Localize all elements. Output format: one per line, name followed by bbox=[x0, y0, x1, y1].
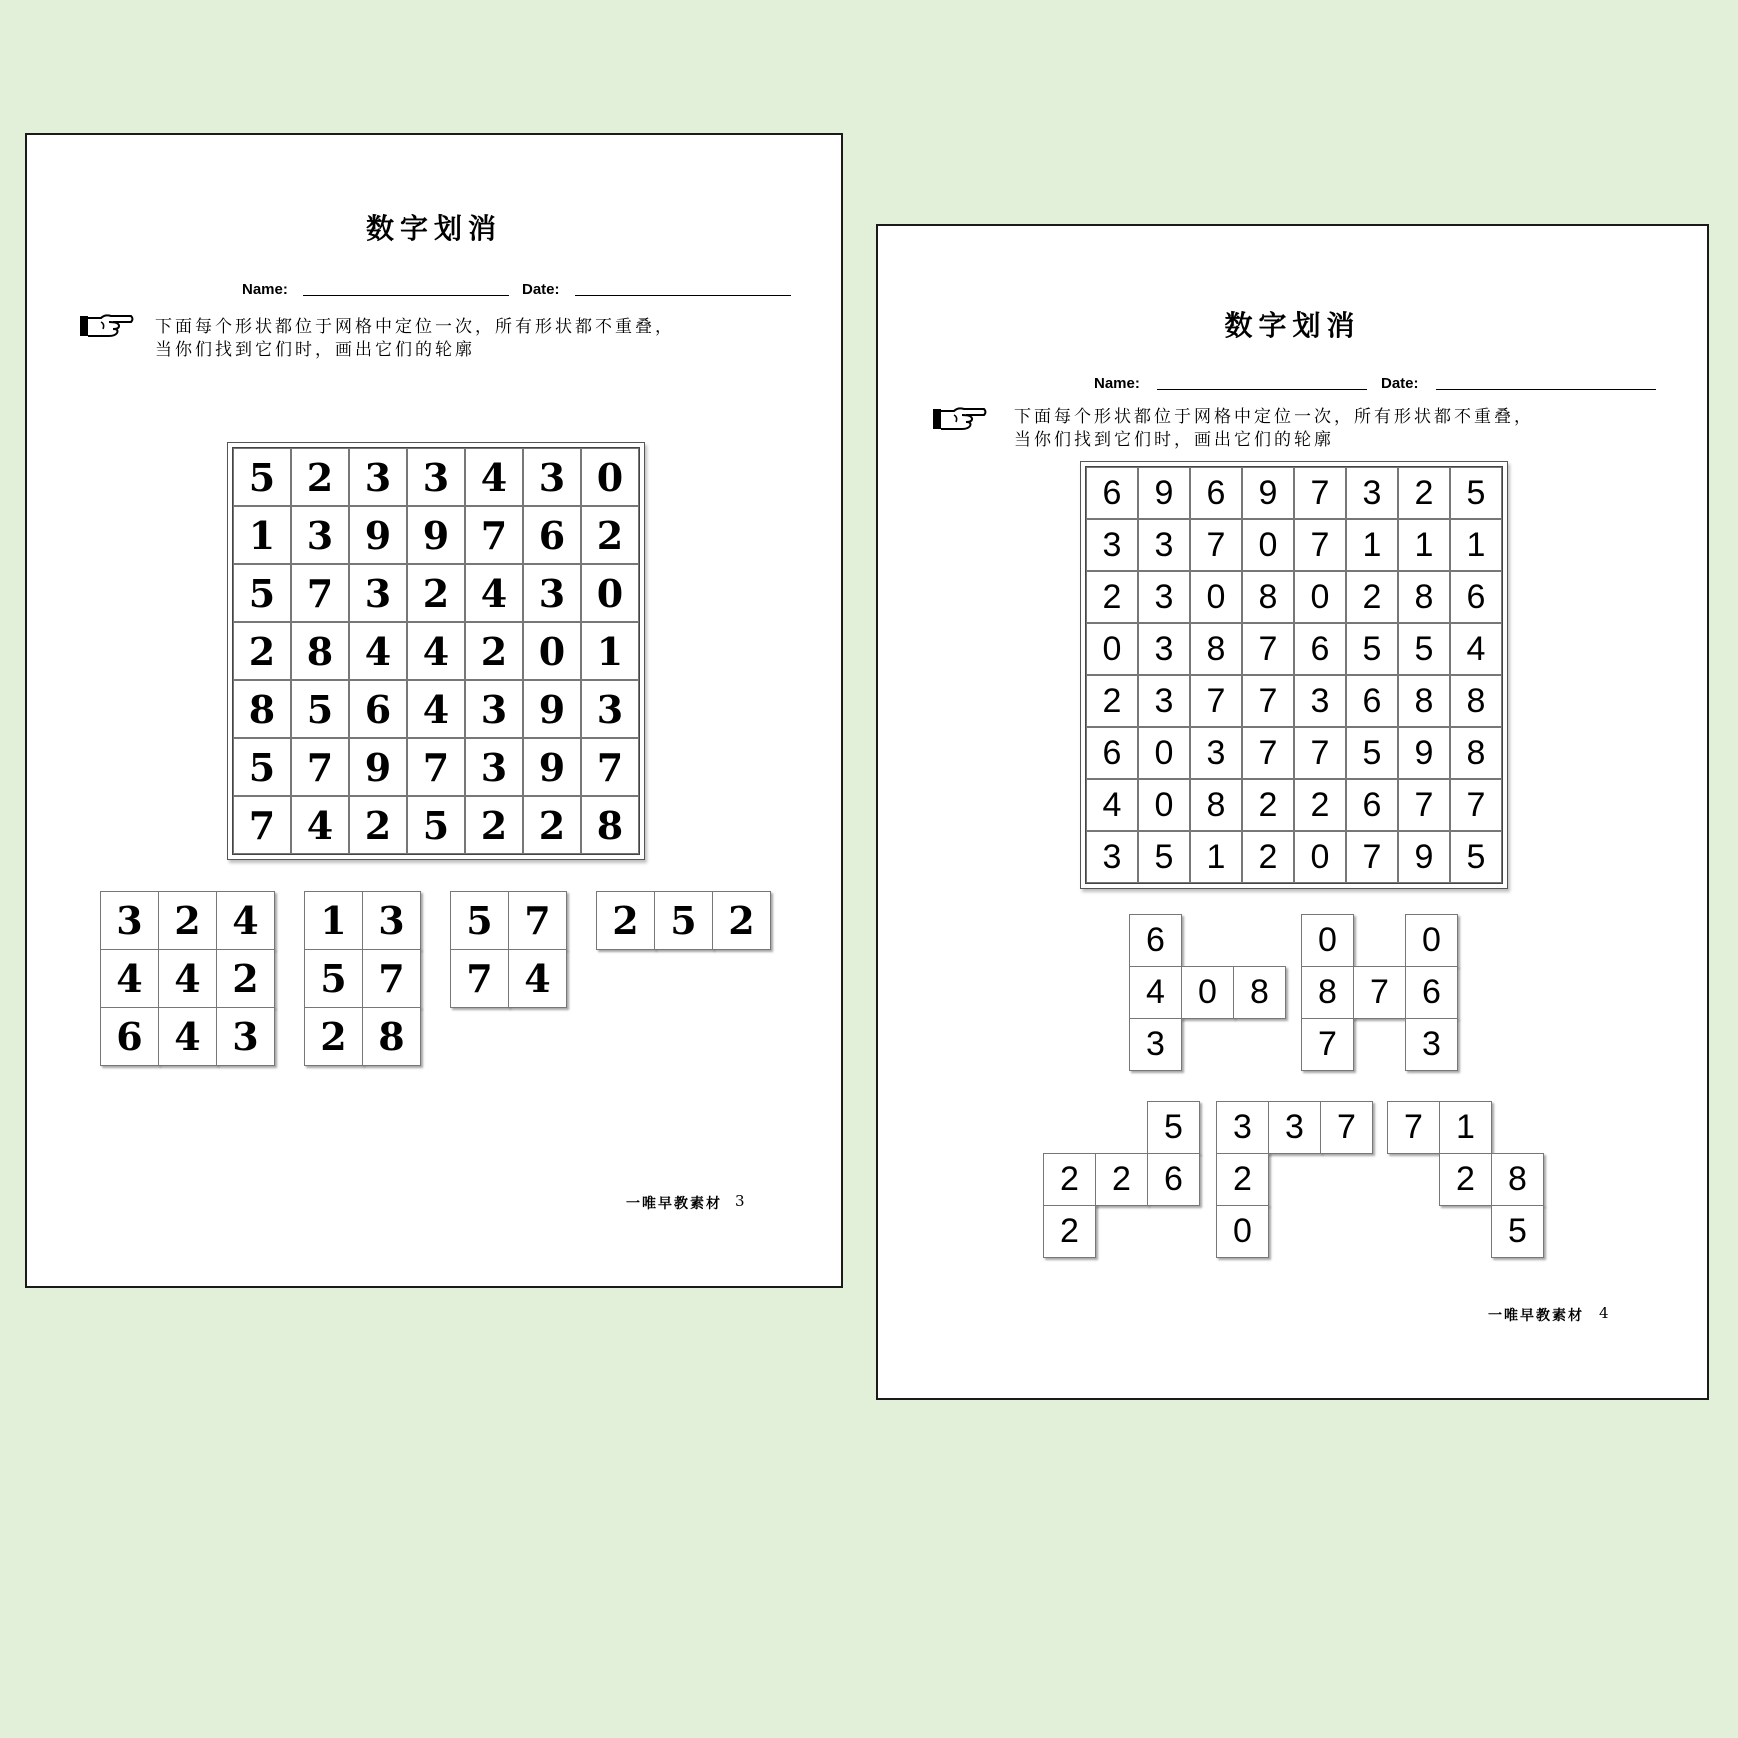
grid-cell[interactable]: 7 bbox=[581, 738, 639, 796]
piece-cell: 0 bbox=[1301, 914, 1354, 967]
piece-cell: 2 bbox=[158, 891, 217, 950]
piece-cell: 5 bbox=[654, 891, 713, 950]
grid-cell[interactable]: 7 bbox=[1242, 623, 1294, 675]
grid-cell[interactable]: 7 bbox=[1294, 467, 1346, 519]
grid-cell[interactable]: 9 bbox=[1242, 467, 1294, 519]
grid-cell[interactable]: 9 bbox=[523, 680, 581, 738]
grid-cell[interactable]: 5 bbox=[1346, 623, 1398, 675]
grid-cell[interactable]: 5 bbox=[1398, 623, 1450, 675]
grid-cell[interactable]: 9 bbox=[523, 738, 581, 796]
grid-cell[interactable]: 0 bbox=[1138, 779, 1190, 831]
grid-cell[interactable]: 2 bbox=[1242, 831, 1294, 883]
grid-cell[interactable]: 7 bbox=[1190, 675, 1242, 727]
grid-cell[interactable]: 7 bbox=[1242, 727, 1294, 779]
grid-cell[interactable]: 6 bbox=[1190, 467, 1242, 519]
grid-cell[interactable]: 2 bbox=[349, 796, 407, 854]
piece-cell: 8 bbox=[1233, 966, 1286, 1019]
name-label: Name: bbox=[1094, 375, 1140, 392]
grid-cell[interactable]: 0 bbox=[581, 448, 639, 506]
grid-cell[interactable]: 2 bbox=[523, 796, 581, 854]
piece-cell: 1 bbox=[304, 891, 363, 950]
grid-cell[interactable]: 3 bbox=[349, 448, 407, 506]
grid-cell[interactable]: 7 bbox=[1190, 519, 1242, 571]
piece-cell: 7 bbox=[1353, 966, 1406, 1019]
piece-cell: 2 bbox=[596, 891, 655, 950]
grid-cell[interactable]: 3 bbox=[1346, 467, 1398, 519]
grid-cell[interactable]: 7 bbox=[1346, 831, 1398, 883]
grid-cell[interactable]: 7 bbox=[1294, 519, 1346, 571]
grid-cell[interactable]: 7 bbox=[233, 796, 291, 854]
grid-cell[interactable]: 3 bbox=[581, 680, 639, 738]
date-label: Date: bbox=[522, 281, 560, 298]
piece-cell: 8 bbox=[362, 1007, 421, 1066]
grid-cell[interactable]: 3 bbox=[349, 564, 407, 622]
grid-cell[interactable]: 4 bbox=[1086, 779, 1138, 831]
grid-cell[interactable]: 2 bbox=[465, 622, 523, 680]
grid-cell[interactable]: 8 bbox=[1398, 675, 1450, 727]
piece-cell: 3 bbox=[1129, 1018, 1182, 1071]
instruction-line-1: 下面每个形状都位于网格中定位一次，所有形状都不重叠， bbox=[1014, 407, 1534, 427]
grid-cell[interactable]: 8 bbox=[1450, 727, 1502, 779]
grid-cell[interactable]: 2 bbox=[233, 622, 291, 680]
grid-cell[interactable]: 8 bbox=[581, 796, 639, 854]
grid-cell[interactable]: 2 bbox=[1086, 571, 1138, 623]
piece-cell: 0 bbox=[1216, 1205, 1269, 1258]
piece-cell: 3 bbox=[362, 891, 421, 950]
grid-cell[interactable]: 5 bbox=[233, 564, 291, 622]
grid-cell[interactable]: 3 bbox=[523, 564, 581, 622]
grid-cell[interactable]: 3 bbox=[1138, 571, 1190, 623]
grid-cell[interactable]: 3 bbox=[1138, 623, 1190, 675]
grid-cell[interactable]: 0 bbox=[1190, 571, 1242, 623]
grid-cell[interactable]: 1 bbox=[1346, 519, 1398, 571]
grid-cell[interactable]: 3 bbox=[291, 506, 349, 564]
piece-cell: 3 bbox=[1268, 1101, 1321, 1154]
grid-cell[interactable]: 1 bbox=[581, 622, 639, 680]
page-number: 3 bbox=[735, 1192, 745, 1210]
grid-cell[interactable]: 4 bbox=[407, 622, 465, 680]
grid-cell[interactable]: 4 bbox=[291, 796, 349, 854]
piece-cell: 1 bbox=[1439, 1101, 1492, 1154]
grid-cell[interactable]: 6 bbox=[349, 680, 407, 738]
page-title: 数字划消 bbox=[365, 212, 502, 245]
grid-cell[interactable]: 8 bbox=[291, 622, 349, 680]
page-number: 4 bbox=[1599, 1304, 1609, 1322]
piece-cell: 2 bbox=[1043, 1153, 1096, 1206]
grid-cell[interactable]: 9 bbox=[1398, 831, 1450, 883]
piece-cell: 4 bbox=[100, 949, 159, 1008]
grid-cell[interactable]: 7 bbox=[1294, 727, 1346, 779]
page-title: 数字划消 bbox=[1224, 309, 1361, 342]
footer-text: 一唯早教素材 bbox=[1488, 1308, 1584, 1324]
date-field[interactable] bbox=[575, 295, 791, 296]
grid-cell[interactable]: 1 bbox=[1398, 519, 1450, 571]
piece-cell: 2 bbox=[304, 1007, 363, 1066]
grid-cell[interactable]: 4 bbox=[349, 622, 407, 680]
grid-cell[interactable]: 3 bbox=[407, 448, 465, 506]
grid-cell[interactable]: 9 bbox=[1138, 467, 1190, 519]
piece-cell: 7 bbox=[1301, 1018, 1354, 1071]
grid-cell[interactable]: 7 bbox=[407, 738, 465, 796]
grid-cell[interactable]: 2 bbox=[1242, 779, 1294, 831]
piece-cell: 4 bbox=[1129, 966, 1182, 1019]
grid-cell[interactable]: 0 bbox=[1242, 519, 1294, 571]
number-grid bbox=[1085, 466, 1503, 884]
grid-cell[interactable]: 9 bbox=[349, 506, 407, 564]
grid-cell[interactable]: 3 bbox=[1138, 519, 1190, 571]
piece-cell: 5 bbox=[304, 949, 363, 1008]
grid-cell[interactable]: 5 bbox=[233, 738, 291, 796]
piece-cell: 4 bbox=[158, 949, 217, 1008]
grid-cell[interactable]: 6 bbox=[1346, 675, 1398, 727]
grid-cell[interactable]: 2 bbox=[407, 564, 465, 622]
grid-cell[interactable]: 6 bbox=[1346, 779, 1398, 831]
grid-cell[interactable]: 0 bbox=[1294, 571, 1346, 623]
pointing-hand-icon bbox=[932, 404, 988, 438]
grid-cell[interactable]: 3 bbox=[1086, 519, 1138, 571]
date-field[interactable] bbox=[1436, 389, 1656, 390]
piece-cell: 2 bbox=[1043, 1205, 1096, 1258]
piece-cell: 3 bbox=[216, 1007, 275, 1066]
grid-cell[interactable]: 8 bbox=[1242, 571, 1294, 623]
name-field[interactable] bbox=[303, 295, 509, 296]
piece-cell: 4 bbox=[216, 891, 275, 950]
piece-cell: 5 bbox=[1147, 1101, 1200, 1154]
grid-cell[interactable]: 8 bbox=[1450, 675, 1502, 727]
grid-cell[interactable]: 0 bbox=[1086, 623, 1138, 675]
piece-cell: 2 bbox=[216, 949, 275, 1008]
grid-cell[interactable]: 6 bbox=[1086, 467, 1138, 519]
grid-cell[interactable]: 2 bbox=[1346, 571, 1398, 623]
piece-cell: 4 bbox=[508, 949, 567, 1008]
piece-cell: 7 bbox=[1320, 1101, 1373, 1154]
grid-cell[interactable]: 2 bbox=[1294, 779, 1346, 831]
piece-cell: 7 bbox=[508, 891, 567, 950]
piece-cell: 6 bbox=[100, 1007, 159, 1066]
grid-cell[interactable]: 7 bbox=[1398, 779, 1450, 831]
grid-cell[interactable]: 7 bbox=[291, 738, 349, 796]
grid-cell[interactable]: 7 bbox=[1450, 779, 1502, 831]
grid-cell[interactable]: 9 bbox=[349, 738, 407, 796]
piece-cell: 2 bbox=[1216, 1153, 1269, 1206]
grid-cell[interactable]: 6 bbox=[1294, 623, 1346, 675]
grid-cell[interactable]: 8 bbox=[233, 680, 291, 738]
grid-cell[interactable]: 2 bbox=[1398, 467, 1450, 519]
worksheet-page-3 bbox=[25, 133, 843, 1288]
grid-cell[interactable]: 4 bbox=[465, 564, 523, 622]
piece-cell: 0 bbox=[1405, 914, 1458, 967]
grid-cell[interactable]: 1 bbox=[1190, 831, 1242, 883]
grid-cell[interactable]: 3 bbox=[465, 680, 523, 738]
grid-cell[interactable]: 7 bbox=[465, 506, 523, 564]
grid-cell[interactable]: 5 bbox=[407, 796, 465, 854]
piece-cell: 8 bbox=[1491, 1153, 1544, 1206]
piece-cell: 7 bbox=[362, 949, 421, 1008]
grid-cell[interactable]: 0 bbox=[523, 622, 581, 680]
instruction-line-2: 当你们找到它们时，画出它们的轮廓 bbox=[155, 340, 475, 360]
grid-cell[interactable]: 3 bbox=[465, 738, 523, 796]
grid-cell[interactable]: 0 bbox=[1138, 727, 1190, 779]
grid-cell[interactable]: 5 bbox=[291, 680, 349, 738]
name-label: Name: bbox=[242, 281, 288, 298]
piece-cell: 5 bbox=[1491, 1205, 1544, 1258]
grid-cell[interactable]: 0 bbox=[1294, 831, 1346, 883]
grid-cell[interactable]: 4 bbox=[407, 680, 465, 738]
grid-cell[interactable]: 5 bbox=[1450, 467, 1502, 519]
grid-cell[interactable]: 4 bbox=[1450, 623, 1502, 675]
instruction-line-1: 下面每个形状都位于网格中定位一次，所有形状都不重叠， bbox=[155, 317, 675, 337]
grid-cell[interactable]: 6 bbox=[1450, 571, 1502, 623]
instruction-line-2: 当你们找到它们时，画出它们的轮廓 bbox=[1014, 430, 1334, 450]
worksheet-page-4 bbox=[876, 224, 1709, 1400]
grid-cell[interactable]: 2 bbox=[1086, 675, 1138, 727]
piece-cell: 2 bbox=[1095, 1153, 1148, 1206]
grid-cell[interactable]: 5 bbox=[1450, 831, 1502, 883]
piece-cell: 3 bbox=[1405, 1018, 1458, 1071]
grid-cell[interactable]: 9 bbox=[1398, 727, 1450, 779]
grid-cell[interactable]: 5 bbox=[1138, 831, 1190, 883]
grid-cell[interactable]: 0 bbox=[581, 564, 639, 622]
grid-cell[interactable]: 6 bbox=[523, 506, 581, 564]
grid-cell[interactable]: 7 bbox=[1242, 675, 1294, 727]
name-field[interactable] bbox=[1157, 389, 1367, 390]
grid-cell[interactable]: 5 bbox=[233, 448, 291, 506]
grid-cell[interactable]: 2 bbox=[291, 448, 349, 506]
grid-cell[interactable]: 4 bbox=[465, 448, 523, 506]
piece-cell: 6 bbox=[1129, 914, 1182, 967]
piece-cell: 4 bbox=[158, 1007, 217, 1066]
grid-cell[interactable]: 9 bbox=[407, 506, 465, 564]
piece-cell: 7 bbox=[450, 949, 509, 1008]
footer-text: 一唯早教素材 bbox=[626, 1196, 722, 1212]
grid-cell[interactable]: 6 bbox=[1086, 727, 1138, 779]
piece-cell: 2 bbox=[712, 891, 771, 950]
grid-cell[interactable]: 1 bbox=[1450, 519, 1502, 571]
piece-cell: 5 bbox=[450, 891, 509, 950]
pointing-hand-icon bbox=[79, 311, 135, 345]
grid-cell[interactable]: 3 bbox=[1138, 675, 1190, 727]
grid-cell[interactable]: 3 bbox=[523, 448, 581, 506]
piece-cell: 3 bbox=[100, 891, 159, 950]
grid-cell[interactable]: 8 bbox=[1190, 779, 1242, 831]
grid-cell[interactable]: 5 bbox=[1346, 727, 1398, 779]
grid-cell[interactable]: 1 bbox=[233, 506, 291, 564]
grid-cell[interactable]: 8 bbox=[1190, 623, 1242, 675]
piece-cell: 2 bbox=[1439, 1153, 1492, 1206]
piece-cell: 7 bbox=[1387, 1101, 1440, 1154]
piece-cell: 6 bbox=[1405, 966, 1458, 1019]
piece-cell: 6 bbox=[1147, 1153, 1200, 1206]
grid-cell[interactable]: 3 bbox=[1086, 831, 1138, 883]
grid-cell[interactable]: 8 bbox=[1398, 571, 1450, 623]
grid-cell[interactable]: 7 bbox=[291, 564, 349, 622]
grid-cell[interactable]: 2 bbox=[581, 506, 639, 564]
date-label: Date: bbox=[1381, 375, 1419, 392]
grid-cell[interactable]: 2 bbox=[465, 796, 523, 854]
piece-cell: 8 bbox=[1301, 966, 1354, 1019]
grid-cell[interactable]: 3 bbox=[1294, 675, 1346, 727]
piece-cell: 3 bbox=[1216, 1101, 1269, 1154]
piece-cell: 0 bbox=[1181, 966, 1234, 1019]
number-grid bbox=[232, 447, 640, 855]
grid-cell[interactable]: 3 bbox=[1190, 727, 1242, 779]
